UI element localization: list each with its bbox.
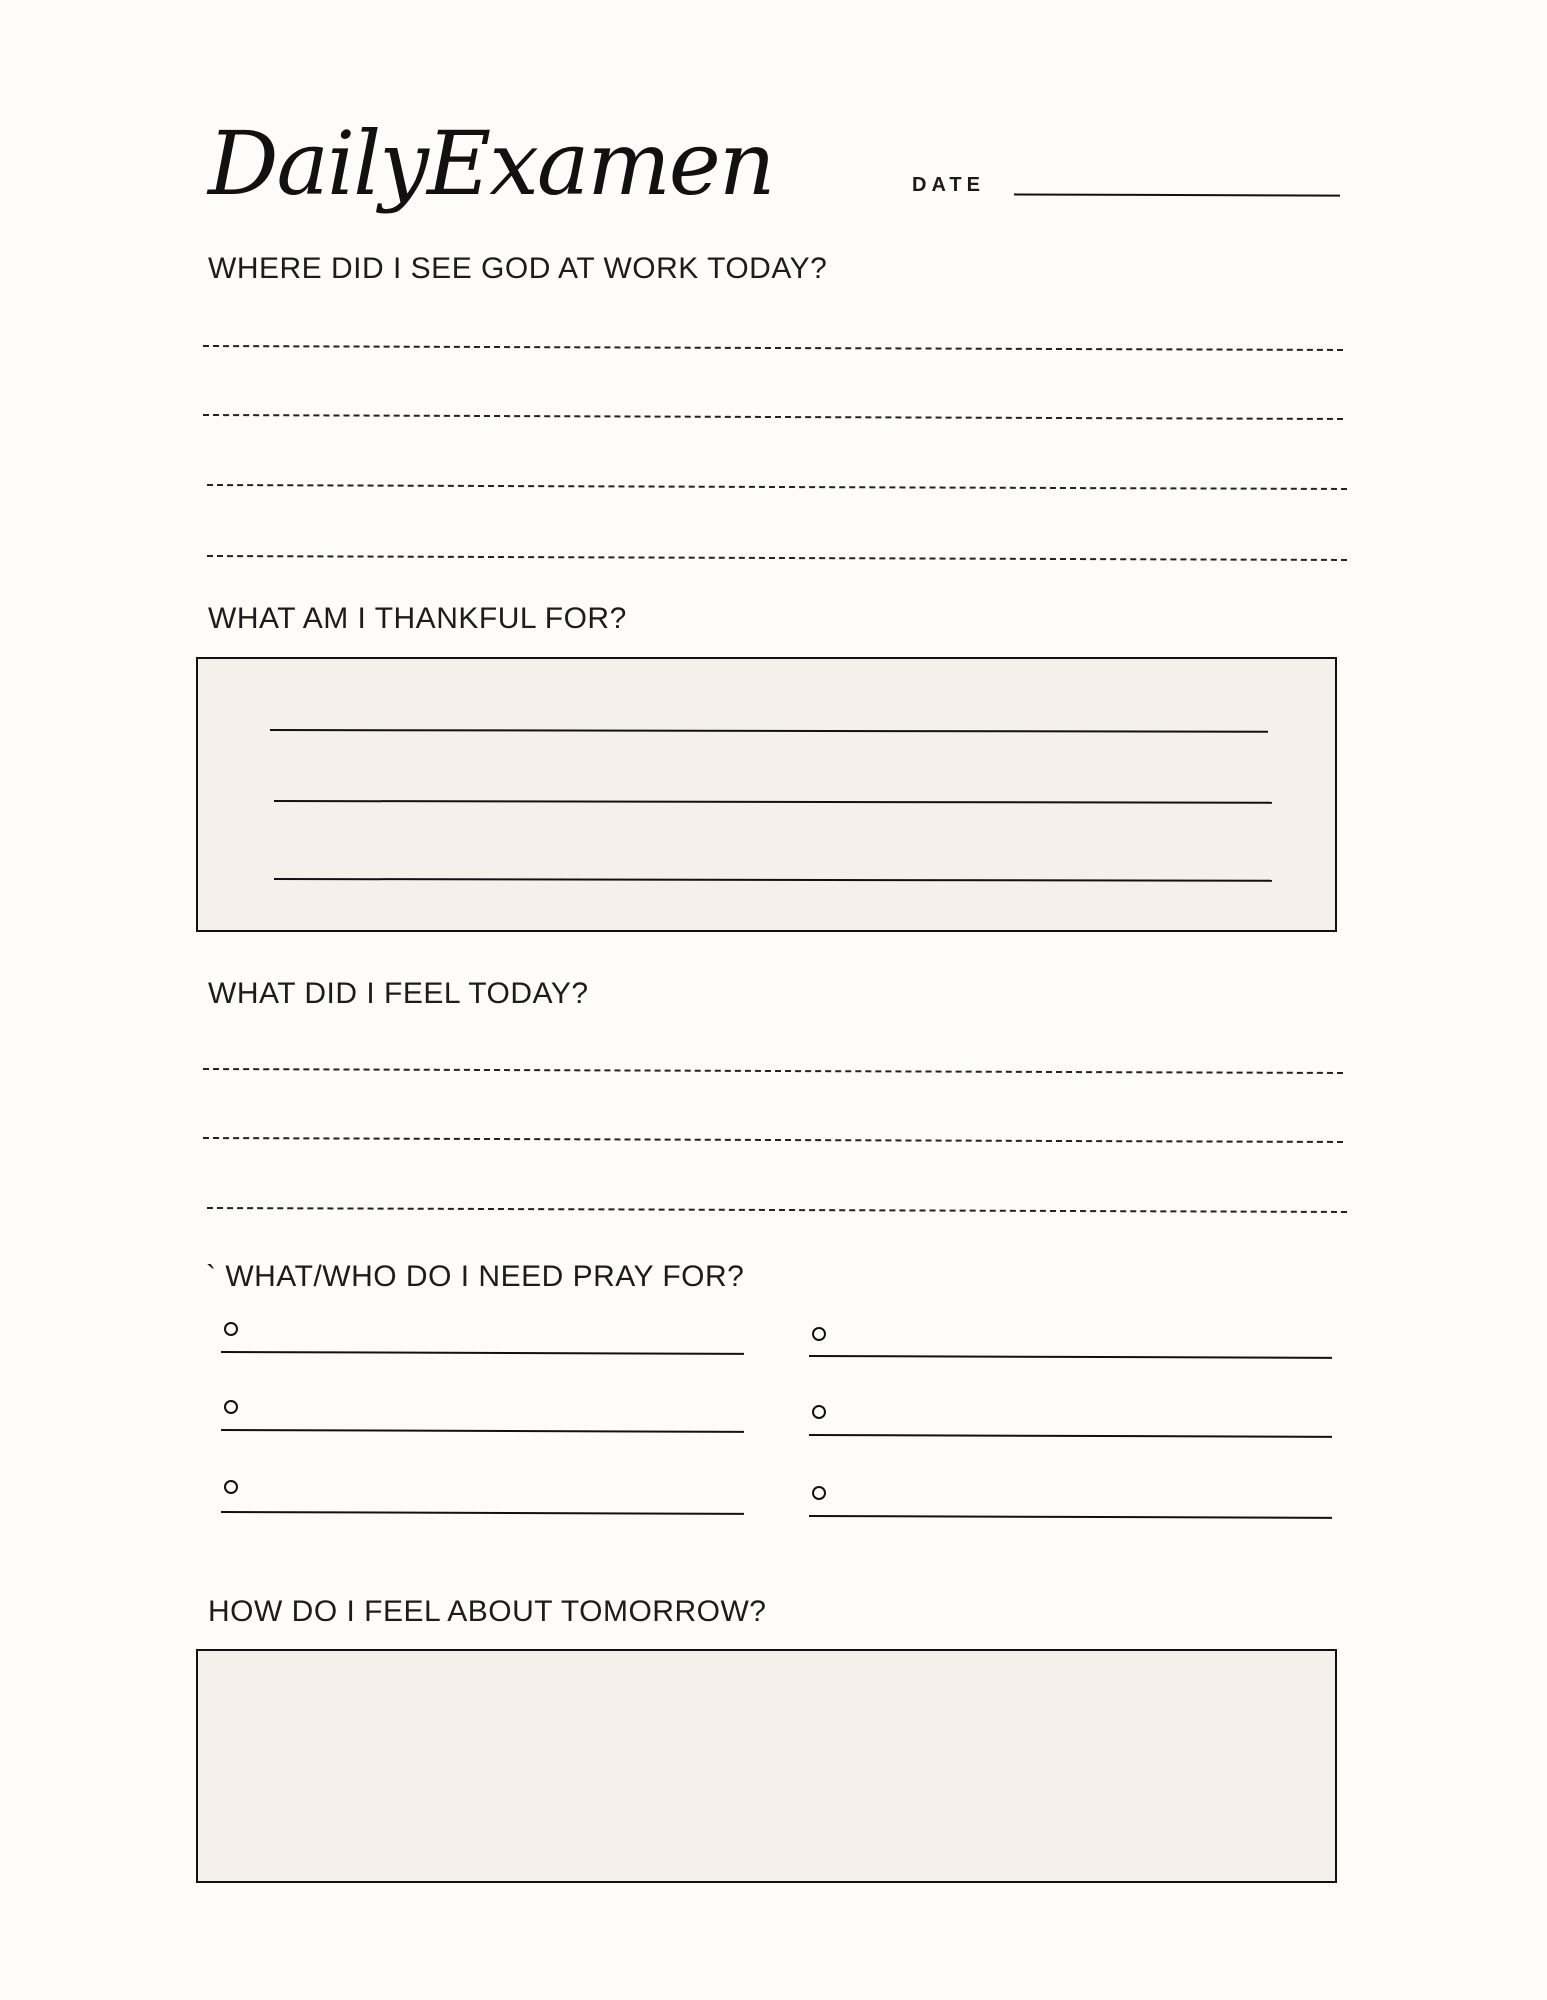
heading-thankful: WHAT AM I THANKFUL FOR?	[208, 602, 627, 635]
bullet-icon	[812, 1327, 826, 1341]
bullet-icon	[224, 1480, 238, 1494]
heading-feel-today: WHAT DID I FEEL TODAY?	[208, 977, 589, 1010]
writing-line[interactable]	[203, 1137, 1343, 1143]
writing-line[interactable]	[207, 1207, 1347, 1213]
writing-line[interactable]	[207, 484, 1347, 490]
tomorrow-box[interactable]	[196, 1649, 1337, 1883]
writing-line[interactable]	[203, 1068, 1343, 1074]
bullet-icon	[224, 1322, 238, 1336]
bullet-icon	[224, 1400, 238, 1414]
prayer-line[interactable]	[809, 1355, 1332, 1359]
bullet-icon	[812, 1486, 826, 1500]
prayer-line[interactable]	[221, 1511, 744, 1515]
page-title: DailyExamen	[208, 112, 774, 215]
heading-tomorrow: HOW DO I FEEL ABOUT TOMORROW?	[208, 1595, 767, 1628]
prayer-line[interactable]	[221, 1351, 744, 1355]
heading-god-at-work: WHERE DID I SEE GOD AT WORK TODAY?	[208, 252, 828, 285]
writing-line[interactable]	[203, 414, 1343, 420]
prayer-line[interactable]	[809, 1434, 1332, 1438]
writing-line[interactable]	[207, 555, 1347, 561]
date-label: DATE	[912, 174, 985, 196]
prayer-line[interactable]	[221, 1429, 744, 1433]
thankful-box	[196, 657, 1337, 932]
date-field-line[interactable]	[1014, 193, 1340, 196]
heading-pray-for: ` WHAT/WHO DO I NEED PRAY FOR?	[206, 1260, 745, 1293]
prayer-line[interactable]	[809, 1515, 1332, 1519]
bullet-icon	[812, 1405, 826, 1419]
writing-line[interactable]	[203, 345, 1343, 351]
